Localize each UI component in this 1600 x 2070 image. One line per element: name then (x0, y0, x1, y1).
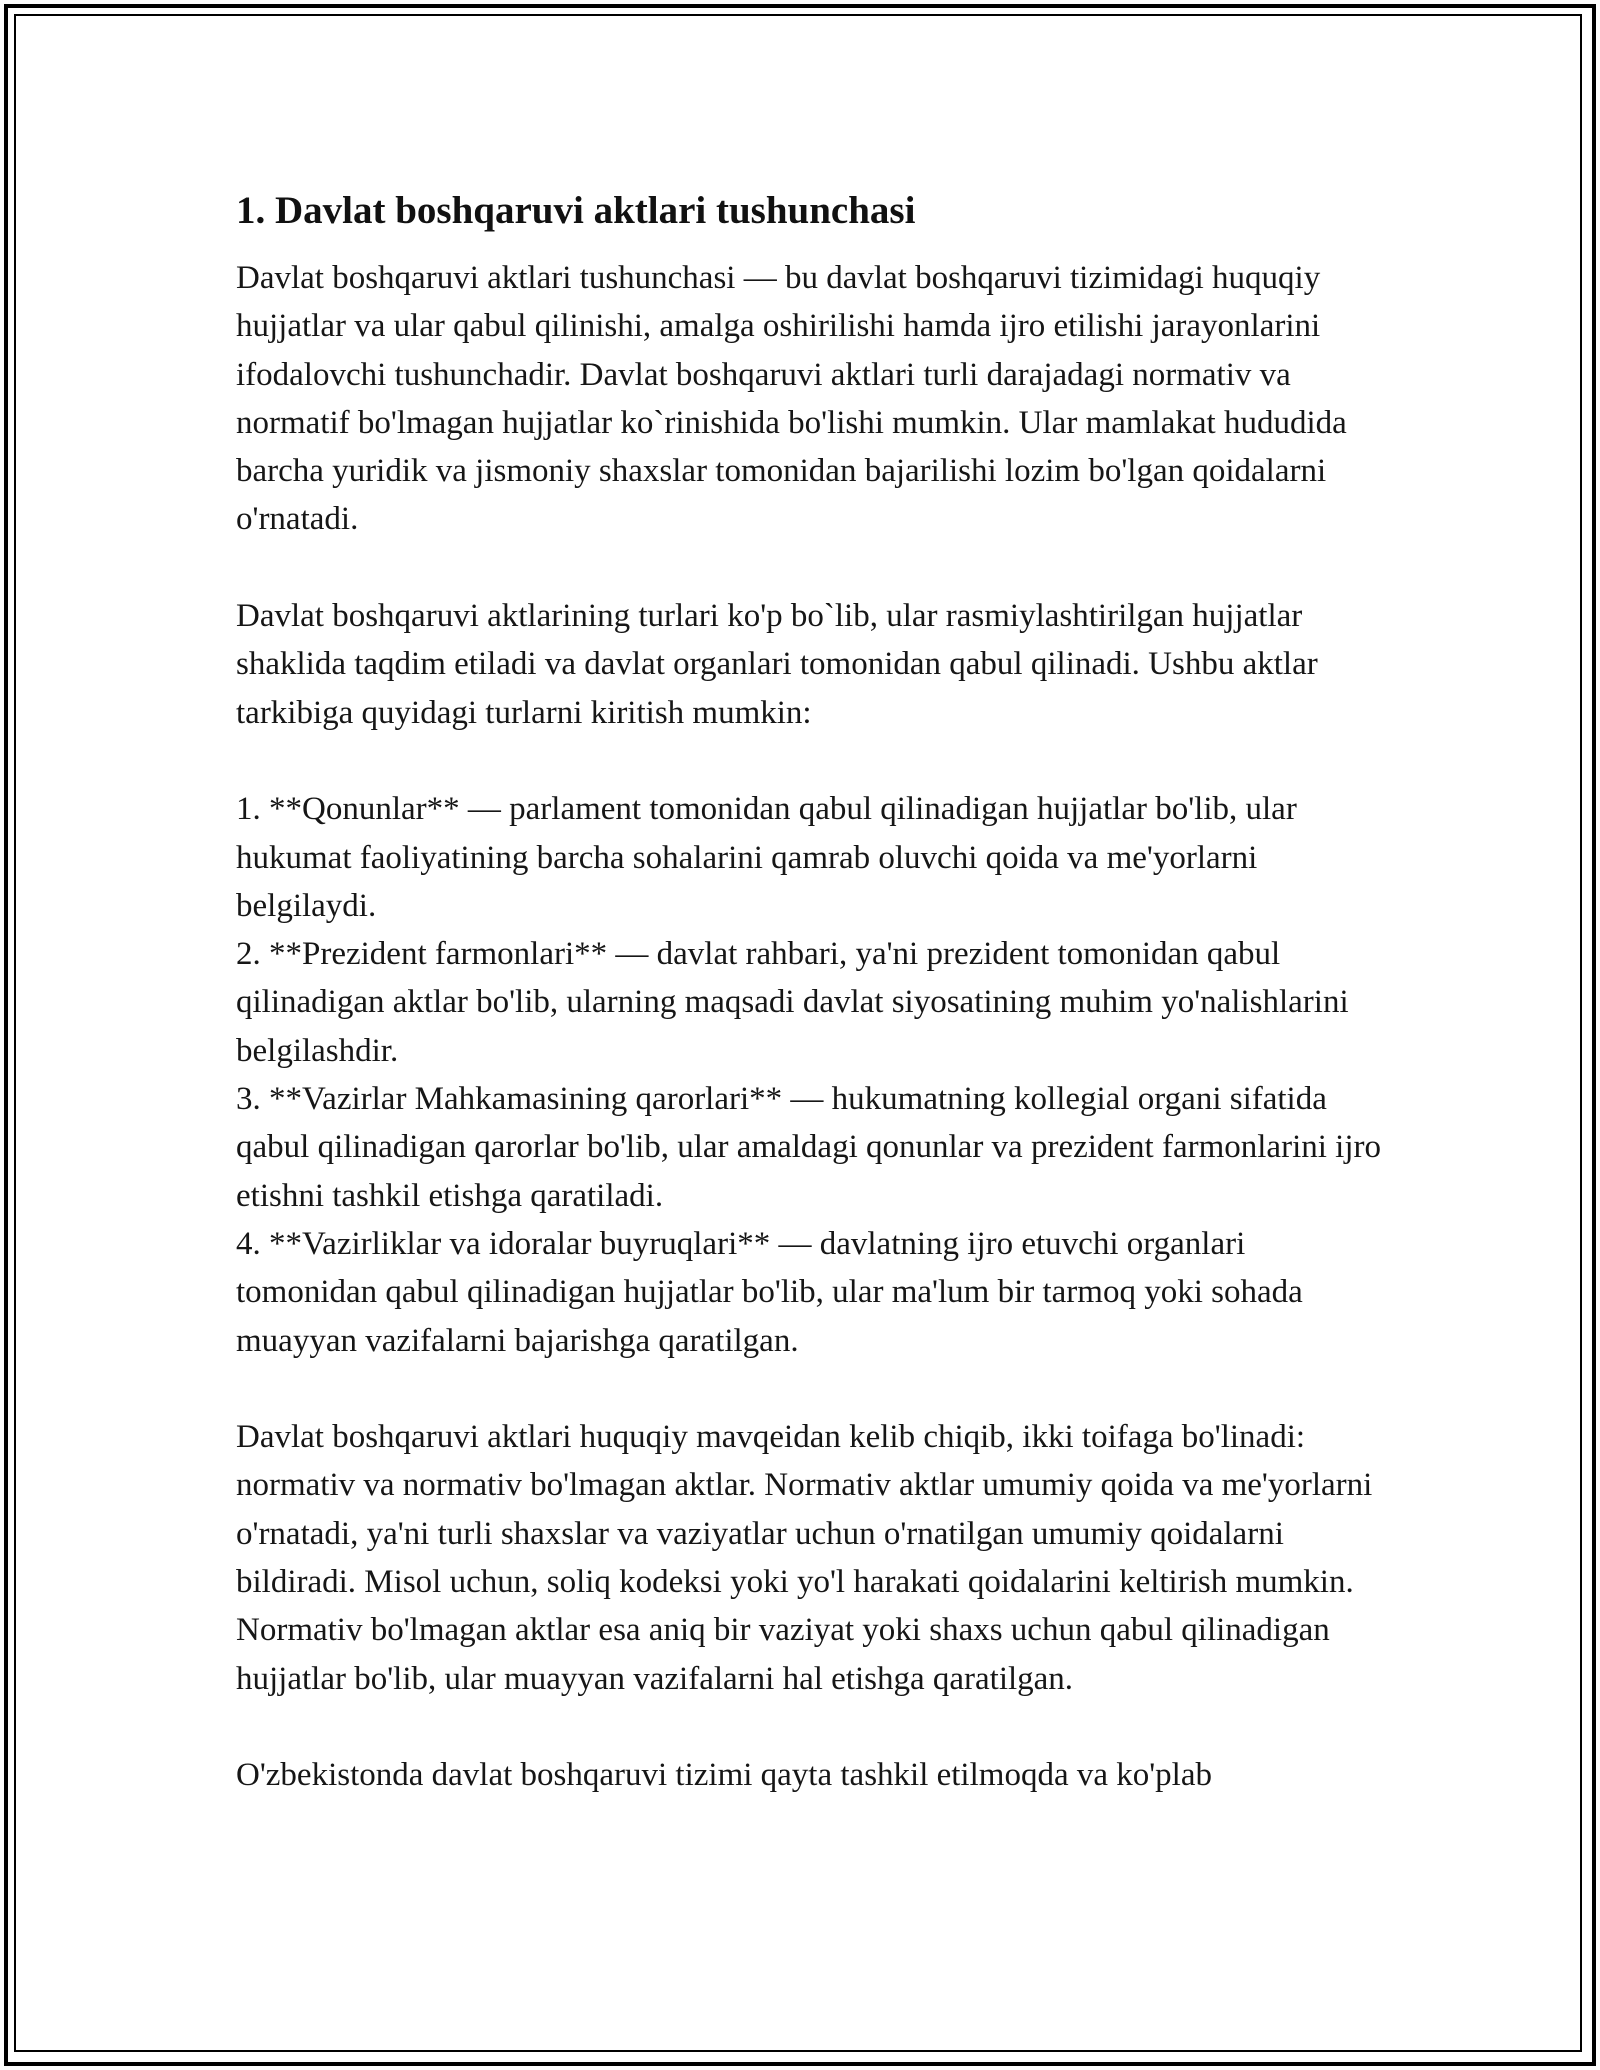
paragraph-normative-classification: Davlat boshqaruvi aktlari huquqiy mavqeidan kelib chiqib, ikki toifaga bo'linadi: normativ va normativ bo'lmagan aktlar. Normativ aktlar umumiy qoida va me'yorlarni o'rnatadi, ya'ni turli shaxslar va vaziyatlar uchun o'rnatilgan umumiy qoidalarni bildiradi. Misol uchun, soliq kodeksi yoki yo'l harakati qoidalarini keltirish mumkin. Normativ bo'lmagan aktlar esa aniq bir vaziyat yoki shaxs uchun qabul qilinadigan hujjatlar bo'lib, ular muayyan vazifalarni hal etishga qaratilgan. (236, 1419, 1373, 1697)
list-item-presidential-decrees: 2. **Prezident farmonlari** — davlat rahbari, ya'ni prezident tomonidan qabul qilinadigan aktlar bo'lib, ularning maqsadi davlat siyosatining muhim yo'nalishlarini belgilashdir. (236, 936, 1349, 1069)
paragraph-uzbekistan: O'zbekistonda davlat boshqaruvi tizimi qayta tashkil etilmoqda va ko'plab (236, 1757, 1212, 1794)
paragraph-types-intro: Davlat boshqaruvi aktlarining turlari ko'p bo`lib, ular rasmiylashtirilgan hujjatlar shaklida taqdim etiladi va davlat organlari tomonidan qabul qilinadi. Ushbu aktlar tarkibiga quyidagi turlarni kiritish mumkin: (236, 598, 1318, 731)
paragraph-gap (236, 1703, 1386, 1751)
list-item-laws: 1. **Qonunlar** — parlament tomonidan qabul qilinadigan hujjatlar bo'lib, ular hukumat faoliyatining barcha sohalarini qamrab oluvchi qoida va me'yorlarni belgilaydi. (236, 791, 1297, 924)
section-heading: 1. Davlat boshqaruvi aktlari tushunchasi (236, 189, 916, 232)
paragraph-gap (236, 1365, 1386, 1413)
paragraph-gap (236, 737, 1386, 785)
paragraph-definition: Davlat boshqaruvi aktlari tushunchasi — bu davlat boshqaruvi tizimidagi huquqiy hujjatlar va ular qabul qilinishi, amalga oshirilishi hamda ijro etilishi jarayonlarini ifodalovchi tushunchadir. Davlat boshqaruvi aktlari turli darajadagi normativ va normatif bo'lmagan hujjatlar ko`rinishida bo'lishi mumkin. Ular mamlakat hududida barcha yuridik va jismoniy shaxslar tomonidan bajarilishi lozim bo'lgan qoidalarni o'rnatadi. (236, 260, 1347, 538)
list-item-ministry-orders: 4. **Vazirliklar va idoralar buyruqlari** — davlatning ijro etuvchi organlari tomonidan qabul qilinadigan hujjatlar bo'lib, ular ma'lum bir tarmoq yoki sohada muayyan vazifalarni bajarishga qaratilgan. (236, 1225, 1303, 1359)
list-item-cabinet-resolutions: 3. **Vazirlar Mahkamasining qarorlari** — hukumatning kollegial organi sifatida qabul qilinadigan qarorlar bo'lib, ular amaldagi qonunlar va prezident farmonlarini ijro etishni tashkil etishga qaratiladi. (236, 1081, 1381, 1214)
document-body (236, 186, 1386, 1800)
paragraph-gap (236, 544, 1386, 592)
